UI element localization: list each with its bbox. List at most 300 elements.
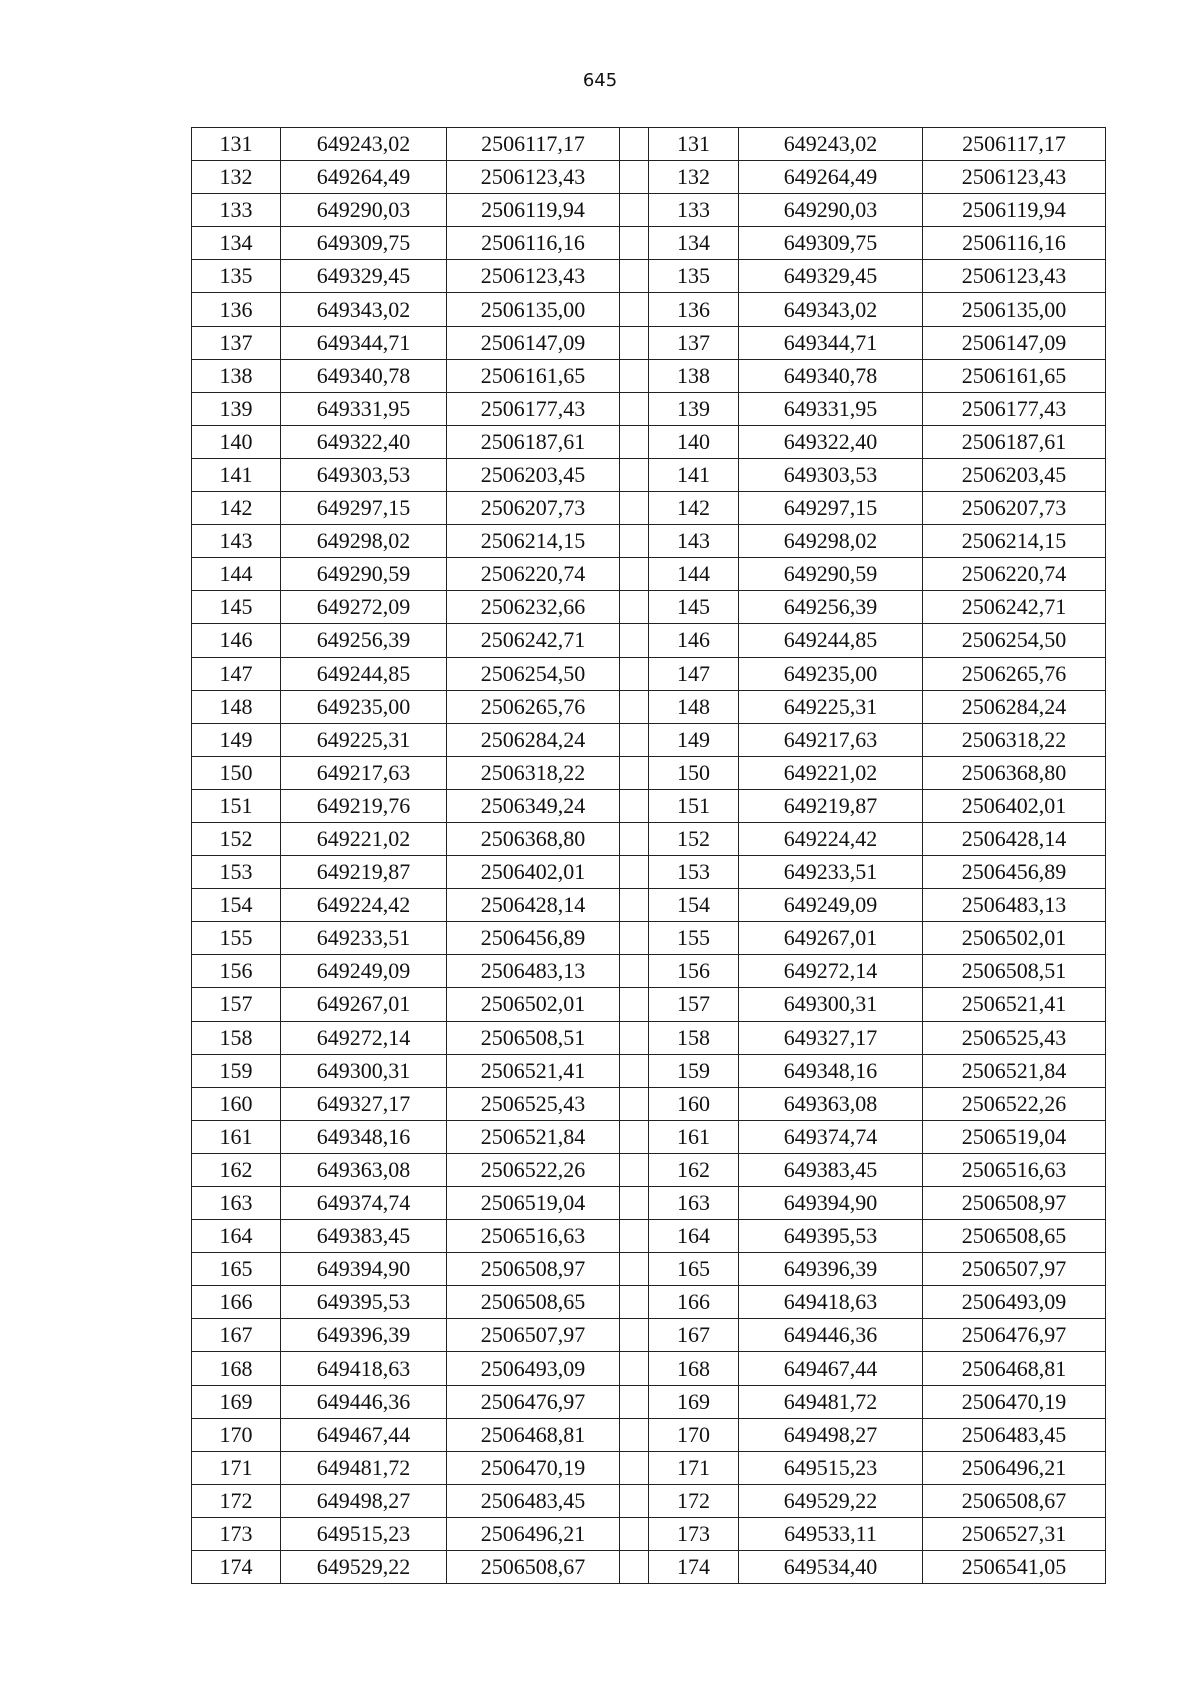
table-row: [192, 326, 1106, 359]
table-row: [192, 1385, 1106, 1418]
right-point-number-cell: 132: [649, 161, 739, 194]
right-y-coordinate-cell: 2506119,94: [923, 194, 1106, 227]
right-y-coordinate-cell: 2506284,24: [923, 690, 1106, 723]
table-row: [192, 690, 1106, 723]
table-row: [192, 591, 1106, 624]
left-point-number-cell: 142: [192, 492, 281, 525]
left-point-number-cell: 135: [192, 260, 281, 293]
left-x-coordinate-cell: 649244,85: [281, 657, 447, 690]
right-x-coordinate-cell: 649348,16: [739, 1054, 923, 1087]
left-y-coordinate-cell: 2506135,00: [447, 293, 620, 326]
left-y-coordinate-cell: 2506508,97: [447, 1253, 620, 1286]
right-point-number-cell: 170: [649, 1418, 739, 1451]
right-y-coordinate-cell: 2506123,43: [923, 260, 1106, 293]
right-x-coordinate-cell: 649374,74: [739, 1120, 923, 1153]
left-y-coordinate-cell: 2506507,97: [447, 1319, 620, 1352]
left-point-number-cell: 143: [192, 525, 281, 558]
left-point-number-cell: 165: [192, 1253, 281, 1286]
spacer-cell: [620, 1153, 649, 1186]
spacer-cell: [620, 1253, 649, 1286]
right-x-coordinate-cell: 649322,40: [739, 425, 923, 458]
left-x-coordinate-cell: 649344,71: [281, 326, 447, 359]
left-y-coordinate-cell: 2506470,19: [447, 1451, 620, 1484]
left-x-coordinate-cell: 649363,08: [281, 1153, 447, 1186]
table-row: [192, 1220, 1106, 1253]
left-y-coordinate-cell: 2506519,04: [447, 1187, 620, 1220]
right-point-number-cell: 153: [649, 856, 739, 889]
right-y-coordinate-cell: 2506483,45: [923, 1418, 1106, 1451]
right-point-number-cell: 137: [649, 326, 739, 359]
spacer-cell: [620, 1021, 649, 1054]
right-y-coordinate-cell: 2506483,13: [923, 889, 1106, 922]
left-x-coordinate-cell: 649383,45: [281, 1220, 447, 1253]
spacer-cell: [620, 624, 649, 657]
left-point-number-cell: 163: [192, 1187, 281, 1220]
right-point-number-cell: 166: [649, 1286, 739, 1319]
left-y-coordinate-cell: 2506220,74: [447, 558, 620, 591]
table-row: [192, 227, 1106, 260]
right-point-number-cell: 131: [649, 128, 739, 161]
right-point-number-cell: 173: [649, 1517, 739, 1550]
right-y-coordinate-cell: 2506220,74: [923, 558, 1106, 591]
left-x-coordinate-cell: 649233,51: [281, 922, 447, 955]
spacer-cell: [620, 227, 649, 260]
right-x-coordinate-cell: 649298,02: [739, 525, 923, 558]
left-point-number-cell: 139: [192, 392, 281, 425]
table-row: [192, 525, 1106, 558]
right-y-coordinate-cell: 2506525,43: [923, 1021, 1106, 1054]
left-x-coordinate-cell: 649529,22: [281, 1551, 447, 1584]
spacer-cell: [620, 856, 649, 889]
right-x-coordinate-cell: 649481,72: [739, 1385, 923, 1418]
right-y-coordinate-cell: 2506187,61: [923, 425, 1106, 458]
left-point-number-cell: 166: [192, 1286, 281, 1319]
left-point-number-cell: 137: [192, 326, 281, 359]
spacer-cell: [620, 1286, 649, 1319]
spacer-cell: [620, 1054, 649, 1087]
spacer-cell: [620, 293, 649, 326]
left-x-coordinate-cell: 649219,76: [281, 789, 447, 822]
right-x-coordinate-cell: 649300,31: [739, 988, 923, 1021]
right-point-number-cell: 160: [649, 1087, 739, 1120]
right-point-number-cell: 139: [649, 392, 739, 425]
right-point-number-cell: 159: [649, 1054, 739, 1087]
spacer-cell: [620, 690, 649, 723]
left-point-number-cell: 173: [192, 1517, 281, 1550]
left-x-coordinate-cell: 649340,78: [281, 359, 447, 392]
right-point-number-cell: 148: [649, 690, 739, 723]
spacer-cell: [620, 525, 649, 558]
left-x-coordinate-cell: 649396,39: [281, 1319, 447, 1352]
table-row: [192, 359, 1106, 392]
left-y-coordinate-cell: 2506525,43: [447, 1087, 620, 1120]
left-x-coordinate-cell: 649374,74: [281, 1187, 447, 1220]
right-point-number-cell: 168: [649, 1352, 739, 1385]
spacer-cell: [620, 161, 649, 194]
right-point-number-cell: 141: [649, 458, 739, 491]
table-row: [192, 458, 1106, 491]
spacer-cell: [620, 1120, 649, 1153]
table-row: [192, 1054, 1106, 1087]
left-x-coordinate-cell: 649217,63: [281, 756, 447, 789]
left-y-coordinate-cell: 2506483,45: [447, 1484, 620, 1517]
left-point-number-cell: 151: [192, 789, 281, 822]
left-point-number-cell: 134: [192, 227, 281, 260]
right-x-coordinate-cell: 649418,63: [739, 1286, 923, 1319]
right-x-coordinate-cell: 649290,03: [739, 194, 923, 227]
right-x-coordinate-cell: 649303,53: [739, 458, 923, 491]
right-y-coordinate-cell: 2506493,09: [923, 1286, 1106, 1319]
right-x-coordinate-cell: 649264,49: [739, 161, 923, 194]
right-x-coordinate-cell: 649396,39: [739, 1253, 923, 1286]
right-x-coordinate-cell: 649383,45: [739, 1153, 923, 1186]
right-point-number-cell: 171: [649, 1451, 739, 1484]
right-x-coordinate-cell: 649217,63: [739, 723, 923, 756]
left-x-coordinate-cell: 649446,36: [281, 1385, 447, 1418]
right-y-coordinate-cell: 2506117,17: [923, 128, 1106, 161]
left-y-coordinate-cell: 2506147,09: [447, 326, 620, 359]
left-point-number-cell: 153: [192, 856, 281, 889]
left-point-number-cell: 161: [192, 1120, 281, 1153]
right-point-number-cell: 142: [649, 492, 739, 525]
left-x-coordinate-cell: 649467,44: [281, 1418, 447, 1451]
right-x-coordinate-cell: 649533,11: [739, 1517, 923, 1550]
right-y-coordinate-cell: 2506527,31: [923, 1517, 1106, 1550]
right-y-coordinate-cell: 2506207,73: [923, 492, 1106, 525]
left-x-coordinate-cell: 649243,02: [281, 128, 447, 161]
left-y-coordinate-cell: 2506207,73: [447, 492, 620, 525]
right-y-coordinate-cell: 2506516,63: [923, 1153, 1106, 1186]
right-y-coordinate-cell: 2506123,43: [923, 161, 1106, 194]
table-row: [192, 922, 1106, 955]
spacer-cell: [620, 756, 649, 789]
left-x-coordinate-cell: 649249,09: [281, 955, 447, 988]
spacer-cell: [620, 1087, 649, 1120]
left-x-coordinate-cell: 649331,95: [281, 392, 447, 425]
right-y-coordinate-cell: 2506116,16: [923, 227, 1106, 260]
right-point-number-cell: 164: [649, 1220, 739, 1253]
right-point-number-cell: 157: [649, 988, 739, 1021]
right-y-coordinate-cell: 2506456,89: [923, 856, 1106, 889]
left-point-number-cell: 133: [192, 194, 281, 227]
right-x-coordinate-cell: 649219,87: [739, 789, 923, 822]
left-point-number-cell: 174: [192, 1551, 281, 1584]
left-x-coordinate-cell: 649272,09: [281, 591, 447, 624]
left-x-coordinate-cell: 649343,02: [281, 293, 447, 326]
right-point-number-cell: 152: [649, 822, 739, 855]
right-x-coordinate-cell: 649467,44: [739, 1352, 923, 1385]
left-point-number-cell: 159: [192, 1054, 281, 1087]
right-point-number-cell: 174: [649, 1551, 739, 1584]
left-y-coordinate-cell: 2506496,21: [447, 1517, 620, 1550]
left-point-number-cell: 147: [192, 657, 281, 690]
table-row: [192, 392, 1106, 425]
right-point-number-cell: 145: [649, 591, 739, 624]
right-x-coordinate-cell: 649256,39: [739, 591, 923, 624]
right-y-coordinate-cell: 2506265,76: [923, 657, 1106, 690]
table-row: [192, 161, 1106, 194]
right-y-coordinate-cell: 2506468,81: [923, 1352, 1106, 1385]
table-row: [192, 1517, 1106, 1550]
left-x-coordinate-cell: 649256,39: [281, 624, 447, 657]
left-y-coordinate-cell: 2506116,16: [447, 227, 620, 260]
spacer-cell: [620, 1352, 649, 1385]
table-row: [192, 657, 1106, 690]
left-y-coordinate-cell: 2506349,24: [447, 789, 620, 822]
table-row: [192, 128, 1106, 161]
table-row: [192, 624, 1106, 657]
table-row: [192, 425, 1106, 458]
table-row: [192, 822, 1106, 855]
right-point-number-cell: 154: [649, 889, 739, 922]
right-x-coordinate-cell: 649225,31: [739, 690, 923, 723]
spacer-cell: [620, 359, 649, 392]
spacer-cell: [620, 260, 649, 293]
right-y-coordinate-cell: 2506470,19: [923, 1385, 1106, 1418]
left-point-number-cell: 158: [192, 1021, 281, 1054]
right-y-coordinate-cell: 2506476,97: [923, 1319, 1106, 1352]
spacer-cell: [620, 1484, 649, 1517]
right-x-coordinate-cell: 649446,36: [739, 1319, 923, 1352]
left-point-number-cell: 168: [192, 1352, 281, 1385]
right-y-coordinate-cell: 2506135,00: [923, 293, 1106, 326]
right-y-coordinate-cell: 2506203,45: [923, 458, 1106, 491]
table-row: [192, 492, 1106, 525]
spacer-cell: [620, 889, 649, 922]
left-point-number-cell: 157: [192, 988, 281, 1021]
coordinates-table-body: [192, 128, 1106, 1584]
spacer-cell: [620, 723, 649, 756]
spacer-cell: [620, 591, 649, 624]
left-y-coordinate-cell: 2506521,41: [447, 1054, 620, 1087]
right-x-coordinate-cell: 649343,02: [739, 293, 923, 326]
right-x-coordinate-cell: 649235,00: [739, 657, 923, 690]
left-y-coordinate-cell: 2506117,17: [447, 128, 620, 161]
left-x-coordinate-cell: 649272,14: [281, 1021, 447, 1054]
left-point-number-cell: 154: [192, 889, 281, 922]
right-x-coordinate-cell: 649327,17: [739, 1021, 923, 1054]
right-y-coordinate-cell: 2506502,01: [923, 922, 1106, 955]
right-x-coordinate-cell: 649244,85: [739, 624, 923, 657]
left-y-coordinate-cell: 2506493,09: [447, 1352, 620, 1385]
right-x-coordinate-cell: 649498,27: [739, 1418, 923, 1451]
spacer-cell: [620, 492, 649, 525]
right-point-number-cell: 146: [649, 624, 739, 657]
left-x-coordinate-cell: 649322,40: [281, 425, 447, 458]
spacer-cell: [620, 955, 649, 988]
right-point-number-cell: 158: [649, 1021, 739, 1054]
left-x-coordinate-cell: 649290,03: [281, 194, 447, 227]
left-y-coordinate-cell: 2506123,43: [447, 260, 620, 293]
table-row: [192, 1286, 1106, 1319]
left-x-coordinate-cell: 649327,17: [281, 1087, 447, 1120]
right-y-coordinate-cell: 2506318,22: [923, 723, 1106, 756]
left-point-number-cell: 156: [192, 955, 281, 988]
left-point-number-cell: 162: [192, 1153, 281, 1186]
spacer-cell: [620, 1551, 649, 1584]
table-row: [192, 789, 1106, 822]
right-y-coordinate-cell: 2506242,71: [923, 591, 1106, 624]
left-y-coordinate-cell: 2506119,94: [447, 194, 620, 227]
right-y-coordinate-cell: 2506428,14: [923, 822, 1106, 855]
left-x-coordinate-cell: 649418,63: [281, 1352, 447, 1385]
left-y-coordinate-cell: 2506521,84: [447, 1120, 620, 1153]
table-row: [192, 723, 1106, 756]
left-point-number-cell: 167: [192, 1319, 281, 1352]
left-x-coordinate-cell: 649515,23: [281, 1517, 447, 1550]
right-point-number-cell: 163: [649, 1187, 739, 1220]
spacer-cell: [620, 1385, 649, 1418]
left-x-coordinate-cell: 649264,49: [281, 161, 447, 194]
right-point-number-cell: 161: [649, 1120, 739, 1153]
right-x-coordinate-cell: 649331,95: [739, 392, 923, 425]
table-row: [192, 756, 1106, 789]
table-row: [192, 260, 1106, 293]
left-x-coordinate-cell: 649394,90: [281, 1253, 447, 1286]
left-point-number-cell: 164: [192, 1220, 281, 1253]
left-y-coordinate-cell: 2506468,81: [447, 1418, 620, 1451]
spacer-cell: [620, 558, 649, 591]
left-point-number-cell: 136: [192, 293, 281, 326]
left-x-coordinate-cell: 649225,31: [281, 723, 447, 756]
right-x-coordinate-cell: 649249,09: [739, 889, 923, 922]
table-row: [192, 1253, 1106, 1286]
right-y-coordinate-cell: 2506177,43: [923, 392, 1106, 425]
left-x-coordinate-cell: 649290,59: [281, 558, 447, 591]
left-y-coordinate-cell: 2506203,45: [447, 458, 620, 491]
left-point-number-cell: 141: [192, 458, 281, 491]
right-point-number-cell: 165: [649, 1253, 739, 1286]
right-point-number-cell: 147: [649, 657, 739, 690]
right-x-coordinate-cell: 649243,02: [739, 128, 923, 161]
right-point-number-cell: 172: [649, 1484, 739, 1517]
left-point-number-cell: 170: [192, 1418, 281, 1451]
left-y-coordinate-cell: 2506214,15: [447, 525, 620, 558]
left-y-coordinate-cell: 2506502,01: [447, 988, 620, 1021]
table-row: [192, 1021, 1106, 1054]
left-y-coordinate-cell: 2506476,97: [447, 1385, 620, 1418]
spacer-cell: [620, 988, 649, 1021]
table-row: [192, 293, 1106, 326]
table-row: [192, 1484, 1106, 1517]
right-x-coordinate-cell: 649515,23: [739, 1451, 923, 1484]
left-x-coordinate-cell: 649300,31: [281, 1054, 447, 1087]
left-y-coordinate-cell: 2506508,67: [447, 1551, 620, 1584]
table-row: [192, 988, 1106, 1021]
right-y-coordinate-cell: 2506507,97: [923, 1253, 1106, 1286]
left-x-coordinate-cell: 649235,00: [281, 690, 447, 723]
left-point-number-cell: 149: [192, 723, 281, 756]
left-point-number-cell: 140: [192, 425, 281, 458]
left-point-number-cell: 155: [192, 922, 281, 955]
left-y-coordinate-cell: 2506456,89: [447, 922, 620, 955]
spacer-cell: [620, 128, 649, 161]
table-row: [192, 856, 1106, 889]
left-y-coordinate-cell: 2506522,26: [447, 1153, 620, 1186]
right-point-number-cell: 143: [649, 525, 739, 558]
right-x-coordinate-cell: 649340,78: [739, 359, 923, 392]
right-point-number-cell: 149: [649, 723, 739, 756]
right-x-coordinate-cell: 649290,59: [739, 558, 923, 591]
left-point-number-cell: 150: [192, 756, 281, 789]
left-y-coordinate-cell: 2506402,01: [447, 856, 620, 889]
left-x-coordinate-cell: 649395,53: [281, 1286, 447, 1319]
right-point-number-cell: 138: [649, 359, 739, 392]
spacer-cell: [620, 789, 649, 822]
spacer-cell: [620, 1220, 649, 1253]
left-x-coordinate-cell: 649498,27: [281, 1484, 447, 1517]
table-row: [192, 1551, 1106, 1584]
spacer-cell: [620, 822, 649, 855]
left-y-coordinate-cell: 2506123,43: [447, 161, 620, 194]
left-x-coordinate-cell: 649224,42: [281, 889, 447, 922]
left-point-number-cell: 152: [192, 822, 281, 855]
right-point-number-cell: 155: [649, 922, 739, 955]
left-y-coordinate-cell: 2506318,22: [447, 756, 620, 789]
right-y-coordinate-cell: 2506508,67: [923, 1484, 1106, 1517]
table-row: [192, 1319, 1106, 1352]
left-y-coordinate-cell: 2506161,65: [447, 359, 620, 392]
left-y-coordinate-cell: 2506232,66: [447, 591, 620, 624]
right-y-coordinate-cell: 2506254,50: [923, 624, 1106, 657]
right-x-coordinate-cell: 649272,14: [739, 955, 923, 988]
right-x-coordinate-cell: 649309,75: [739, 227, 923, 260]
spacer-cell: [620, 922, 649, 955]
coordinates-table: [191, 127, 1106, 1584]
spacer-cell: [620, 1451, 649, 1484]
right-x-coordinate-cell: 649344,71: [739, 326, 923, 359]
right-y-coordinate-cell: 2506147,09: [923, 326, 1106, 359]
table-row: [192, 1087, 1106, 1120]
left-y-coordinate-cell: 2506265,76: [447, 690, 620, 723]
right-y-coordinate-cell: 2506508,51: [923, 955, 1106, 988]
left-y-coordinate-cell: 2506508,51: [447, 1021, 620, 1054]
right-point-number-cell: 167: [649, 1319, 739, 1352]
right-y-coordinate-cell: 2506508,97: [923, 1187, 1106, 1220]
right-x-coordinate-cell: 649395,53: [739, 1220, 923, 1253]
right-point-number-cell: 151: [649, 789, 739, 822]
right-x-coordinate-cell: 649529,22: [739, 1484, 923, 1517]
right-x-coordinate-cell: 649224,42: [739, 822, 923, 855]
left-x-coordinate-cell: 649298,02: [281, 525, 447, 558]
right-x-coordinate-cell: 649534,40: [739, 1551, 923, 1584]
table-row: [192, 889, 1106, 922]
left-y-coordinate-cell: 2506483,13: [447, 955, 620, 988]
table-row: [192, 1187, 1106, 1220]
left-y-coordinate-cell: 2506516,63: [447, 1220, 620, 1253]
right-x-coordinate-cell: 649221,02: [739, 756, 923, 789]
table-row: [192, 1418, 1106, 1451]
left-x-coordinate-cell: 649221,02: [281, 822, 447, 855]
table-row: [192, 194, 1106, 227]
left-point-number-cell: 169: [192, 1385, 281, 1418]
spacer-cell: [620, 1418, 649, 1451]
spacer-cell: [620, 425, 649, 458]
left-point-number-cell: 145: [192, 591, 281, 624]
right-x-coordinate-cell: 649297,15: [739, 492, 923, 525]
right-y-coordinate-cell: 2506519,04: [923, 1120, 1106, 1153]
left-point-number-cell: 146: [192, 624, 281, 657]
right-y-coordinate-cell: 2506496,21: [923, 1451, 1106, 1484]
spacer-cell: [620, 458, 649, 491]
left-y-coordinate-cell: 2506187,61: [447, 425, 620, 458]
left-point-number-cell: 131: [192, 128, 281, 161]
left-x-coordinate-cell: 649267,01: [281, 988, 447, 1021]
left-x-coordinate-cell: 649348,16: [281, 1120, 447, 1153]
right-point-number-cell: 135: [649, 260, 739, 293]
spacer-cell: [620, 326, 649, 359]
right-y-coordinate-cell: 2506214,15: [923, 525, 1106, 558]
